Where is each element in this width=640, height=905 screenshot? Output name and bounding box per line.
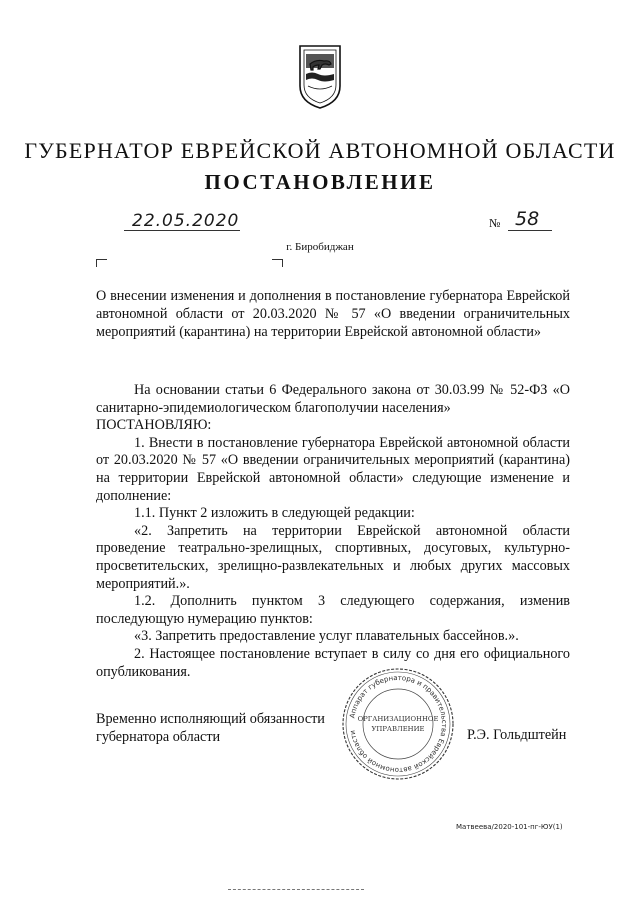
paragraph-1-2-text: «3. Запретить предоставление услуг плавательных бассейнов.». — [134, 628, 519, 645]
footer-reference: Матвеева/2020-101-пг-ЮУ(1) — [456, 823, 563, 831]
number-label: № — [489, 216, 501, 230]
paragraph-2: 2. Настоящее постановление вступает в силу со дня его официального опубликования. — [96, 645, 570, 680]
subject-corner-left — [96, 259, 107, 267]
date-underline — [124, 230, 240, 231]
document-type: ПОСТАНОВЛЕНИЕ — [204, 170, 436, 194]
document-date: 22.05.2020 — [132, 211, 240, 231]
stamp-center-line-2: УПРАВЛЕНИЕ — [371, 725, 425, 733]
basis-paragraph: На основании статьи 6 Федерального закона от 30.03.99 № 52-ФЗ «О санитарно-эпидемиологическом благополучии населения» — [96, 382, 570, 416]
stamp-center-line-1: ОРГАНИЗАЦИОННОЕ — [357, 715, 439, 723]
stamp-ring-text: Аппарат губернатора и правительства Еврейской автономной области — [348, 673, 449, 775]
paragraph-1-2: 1.2. Дополнить пунктом 3 следующего содержания, изменив последующую нумерацию пунктов: — [96, 593, 570, 627]
signatory-title: Временно исполняющий обязанности губернатора области — [96, 711, 325, 745]
coat-of-arms-emblem — [298, 40, 342, 110]
issuing-authority: ГУБЕРНАТОР ЕВРЕЙСКОЙ АВТОНОМНОЙ ОБЛАСТИ — [24, 138, 616, 163]
subject-corner-right — [272, 259, 283, 267]
decree-word: ПОСТАНОВЛЯЮ: — [96, 417, 212, 434]
footer-dashed-line — [228, 889, 364, 890]
document-body — [96, 382, 570, 681]
official-stamp — [338, 664, 458, 784]
document-subject: О внесении изменения и дополнения в постановление губернатора Еврейской автономной области от 20.03.2020 № 57 «О введении ограничительных мероприятий (карантина) на территории Еврейской автономной области» — [96, 288, 570, 340]
city: г. Биробиджан — [286, 241, 354, 253]
document-number: 58 — [515, 208, 540, 230]
number-underline — [508, 230, 552, 231]
paragraph-1-1-text: «2. Запретить на территории Еврейской автономной области проведение театрально-зрелищных, спортивных, досуговых, культурно-просветительских, зрелищно-развлекательных и любых других массовых мероприятий.». — [96, 522, 570, 592]
paragraph-1-1: 1.1. Пункт 2 изложить в следующей редакции: — [134, 505, 415, 522]
signatory-name: Р.Э. Гольдштейн — [467, 727, 567, 743]
paragraph-1: 1. Внести в постановление губернатора Еврейской автономной области от 20.03.2020 № 57 «О введении ограничительных мероприятий (карантина) на территории Еврейской автономной области» следующие изменение и дополнение: — [96, 434, 570, 504]
